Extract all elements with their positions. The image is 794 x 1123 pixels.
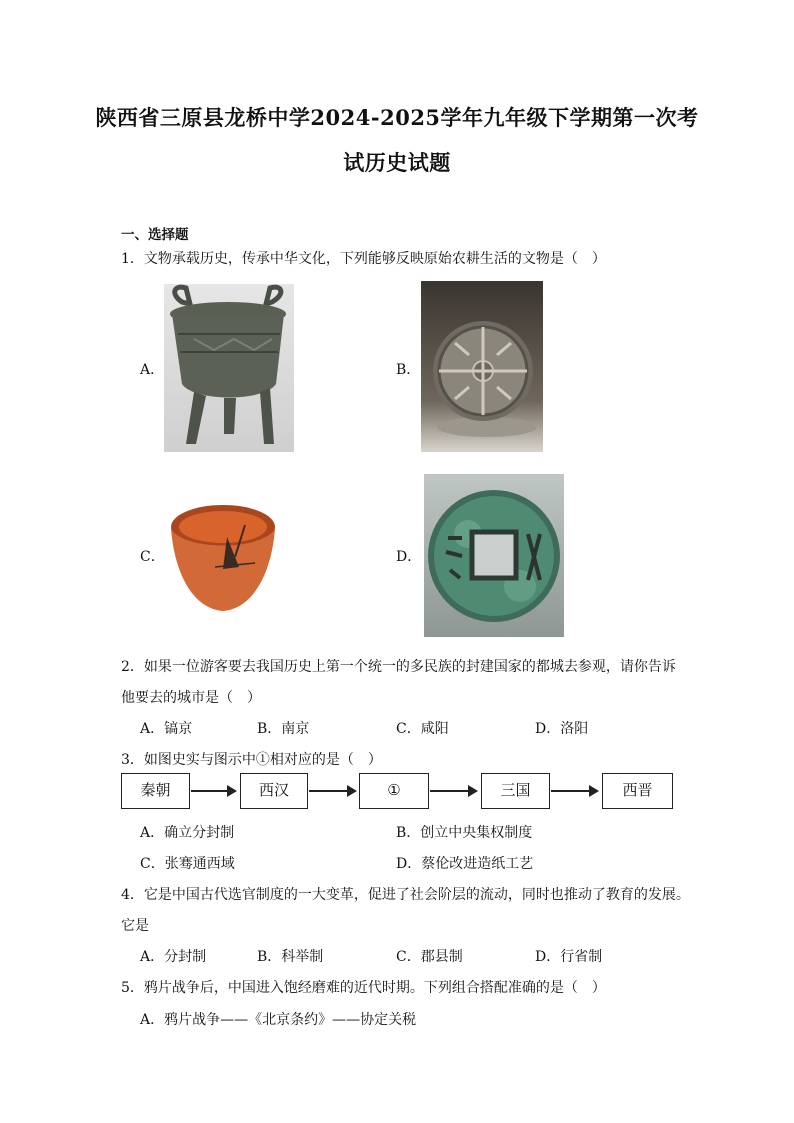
q2-option-d: D．洛阳 — [535, 721, 589, 737]
flow-box-three-kingdoms: 三国 — [481, 773, 550, 809]
flow-arrow-1 — [191, 790, 235, 792]
q4-stem-line1: 4．它是中国古代选官制度的一大变革，促进了社会阶层的流动，同时也推动了教育的发展。 — [121, 887, 690, 903]
flow-box-qin: 秦朝 — [121, 773, 190, 809]
q2-option-a: A．镐京 — [140, 721, 193, 737]
q4-option-a: A．分封制 — [140, 949, 207, 965]
q3-stem: 3．如图史实与图示中①相对应的是（ ） — [121, 752, 382, 768]
page-title-line1: 陕西省三原县龙桥中学2024-2025学年九年级下学期第一次考 — [95, 105, 699, 130]
q1-option-a-label: A． — [140, 362, 165, 378]
flow-box-western-han: 西汉 — [240, 773, 308, 809]
q5-stem: 5．鸦片战争后，中国进入饱经磨难的近代时期。下列组合搭配准确的是（ ） — [121, 980, 606, 996]
q2-stem-line2: 他要去的城市是（ ） — [121, 690, 261, 706]
painted-pottery-image — [165, 497, 281, 619]
q4-option-b: B．科举制 — [257, 949, 324, 965]
flow-arrow-3 — [430, 790, 476, 792]
q2-stem-line1: 2．如果一位游客要去我国历史上第一个统一的多民族的封建国家的都城去参观，请你告诉 — [121, 659, 676, 675]
q2-option-b: B．南京 — [257, 721, 310, 737]
q3-option-d: D．蔡伦改进造纸工艺 — [396, 856, 534, 872]
q4-option-d: D．行省制 — [535, 949, 603, 965]
q1-stem: 1．文物承载历史，传承中华文化，下列能够反映原始农耕生活的文物是（ ） — [121, 251, 606, 267]
page-title-line2: 试历史试题 — [343, 150, 451, 175]
q1-option-c-label: C． — [140, 549, 165, 565]
q1-option-b-label: B． — [396, 362, 421, 378]
bronze-ding-drawing — [164, 284, 294, 452]
q2-option-c: C．咸阳 — [396, 721, 449, 737]
q5-option-a: A．鸦片战争——《北京条约》——协定关税 — [140, 1012, 417, 1028]
bronze-coin-drawing — [424, 474, 564, 637]
stone-tile-drawing — [421, 281, 543, 452]
bronze-coin-image — [424, 474, 564, 637]
q3-option-b: B．创立中央集权制度 — [396, 825, 533, 841]
section-heading: 一、选择题 — [121, 227, 189, 243]
q4-stem-line2: 它是 — [121, 918, 149, 934]
flow-box-western-jin: 西晋 — [602, 773, 673, 809]
painted-pottery-drawing — [165, 497, 281, 619]
flow-arrow-4 — [551, 790, 597, 792]
q1-option-d-label: D． — [396, 549, 422, 565]
q4-option-c: C．郡县制 — [396, 949, 463, 965]
q3-option-a: A．确立分封制 — [140, 825, 235, 841]
flow-arrow-2 — [309, 790, 355, 792]
q3-option-c: C．张骞通西域 — [140, 856, 235, 872]
flow-box-blank: ① — [359, 773, 429, 809]
stone-tile-image — [421, 281, 543, 452]
bronze-ding-image — [164, 284, 294, 452]
